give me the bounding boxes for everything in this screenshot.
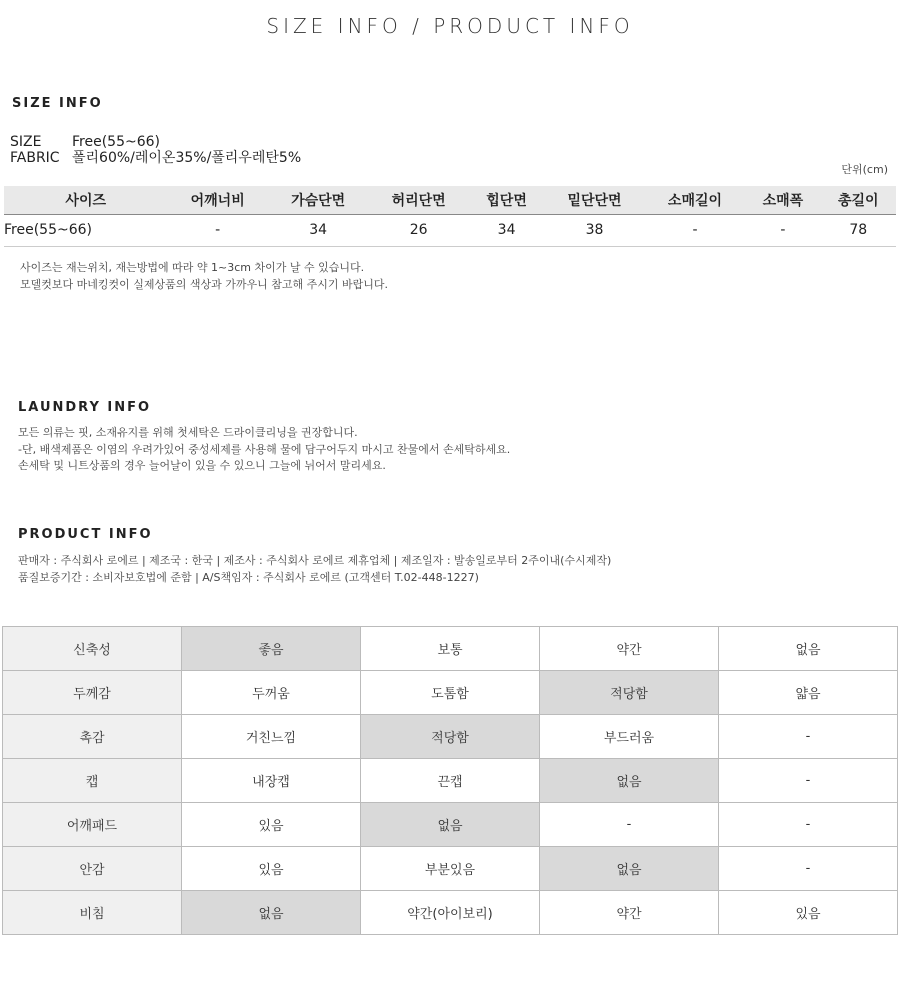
spec-option: -	[719, 803, 898, 847]
spec-option: 얇음	[719, 671, 898, 715]
product-note-line: 품질보증기간 : 소비자보호법에 준함 | A/S책임자 : 주식회사 로에르 (고객센터 T.02-448-1227)	[18, 570, 479, 584]
table-row	[3, 803, 898, 847]
size-table-header: 사이즈	[4, 186, 167, 214]
spec-label: 신축성	[3, 627, 182, 671]
spec-option: 보통	[361, 627, 540, 671]
size-table-header: 어깨너비	[167, 186, 267, 214]
laundry-note-line: 손세탁 및 니트상품의 경우 늘어날이 있을 수 있으니 그늘에 뉘어서 말리세요.	[18, 459, 386, 472]
size-table-cell: -	[167, 214, 267, 246]
size-table-cell: Free(55~66)	[4, 214, 167, 246]
fabric-spec-grid	[2, 626, 898, 935]
page-title: SIZE INFO / PRODUCT INFO	[266, 14, 634, 38]
spec-option: 있음	[719, 891, 898, 935]
size-table-cell: -	[645, 214, 745, 246]
size-table-header: 허리단면	[368, 186, 468, 214]
spec-option: -	[719, 759, 898, 803]
spec-option-selected: 없음	[361, 803, 540, 847]
spec-label: 비침	[3, 891, 182, 935]
table-row	[3, 671, 898, 715]
size-spec-row	[10, 134, 301, 150]
fabric-spec-row	[10, 150, 301, 166]
table-row	[3, 627, 898, 671]
product-note-line: 판매자 : 주식회사 로에르 | 제조국 : 한국 | 제조사 : 주식회사 로에르 제휴업체 | 제조일자 : 발송일로부터 2주이내(수시제작)	[18, 554, 612, 567]
fabric-value: 폴리60%/레이온35%/폴리우레탄5%	[72, 150, 302, 166]
spec-option: 없음	[719, 627, 898, 671]
table-row	[3, 759, 898, 803]
size-value: Free(55~66)	[72, 134, 160, 150]
spec-option: 내장캡	[182, 759, 361, 803]
spec-option-selected: 적당함	[361, 715, 540, 759]
laundry-note-line: 모든 의류는 핏, 소재유지를 위해 첫세탁은 드라이클리닝을 권장합니다.	[18, 426, 358, 439]
size-table-cell: 78	[821, 214, 896, 246]
spec-option: 거친느낌	[182, 715, 361, 759]
size-table-header: 힙단면	[469, 186, 544, 214]
spec-option: 끈캡	[361, 759, 540, 803]
size-table-header: 밑단단면	[544, 186, 644, 214]
table-row	[4, 214, 896, 246]
laundry-note-line: -단, 배색제품은 이염의 우려가있어 중성세제를 사용해 물에 담구어두지 마시고 찬물에서 손세탁하세요.	[18, 442, 511, 456]
spec-option: 부분있음	[361, 847, 540, 891]
size-table	[4, 186, 896, 247]
spec-option: -	[719, 847, 898, 891]
size-table-header-row	[4, 186, 896, 214]
table-row	[3, 891, 898, 935]
size-table-header: 소매폭	[745, 186, 820, 214]
size-info-heading: SIZE INFO	[12, 96, 103, 111]
spec-option-selected: 적당함	[540, 671, 719, 715]
spec-label: 캡	[3, 759, 182, 803]
spec-label: 두께감	[3, 671, 182, 715]
size-notes	[20, 260, 388, 293]
spec-option: 두꺼움	[182, 671, 361, 715]
laundry-notes	[18, 425, 510, 475]
spec-option-selected: 좋음	[182, 627, 361, 671]
size-table-header: 총길이	[821, 186, 896, 214]
table-row	[3, 715, 898, 759]
size-table-header: 소매길이	[645, 186, 745, 214]
size-note-line: 사이즈는 재는위치, 재는방법에 따라 약 1~3cm 차이가 날 수 있습니다.	[20, 261, 365, 274]
size-table-cell: 38	[544, 214, 644, 246]
size-table-header: 가슴단면	[268, 186, 368, 214]
fabric-key: FABRIC	[10, 150, 60, 166]
spec-option: 있음	[182, 803, 361, 847]
spec-label: 안감	[3, 847, 182, 891]
size-table-cell: 34	[469, 214, 544, 246]
spec-option: -	[540, 803, 719, 847]
spec-option: 약간	[540, 891, 719, 935]
size-table-cell: -	[745, 214, 820, 246]
size-table-cell: 26	[368, 214, 468, 246]
product-notes	[18, 553, 611, 586]
spec-option: 약간(아이보리)	[361, 891, 540, 935]
spec-label: 촉감	[3, 715, 182, 759]
spec-option-selected: 없음	[540, 759, 719, 803]
size-note-line: 모델컷보다 마네킹컷이 실제상품의 색상과 가까우니 참고해 주시기 바랍니다.	[20, 277, 389, 291]
spec-option: 있음	[182, 847, 361, 891]
unit-label: 단위(cm)	[841, 163, 888, 176]
spec-option-selected: 없음	[540, 847, 719, 891]
spec-option-selected: 없음	[182, 891, 361, 935]
table-row	[3, 847, 898, 891]
size-fabric-block	[10, 134, 301, 166]
size-key: SIZE	[10, 134, 42, 150]
product-info-heading: PRODUCT INFO	[18, 527, 153, 542]
size-table-cell: 34	[268, 214, 368, 246]
spec-option: 도톰함	[361, 671, 540, 715]
laundry-info-heading: LAUNDRY INFO	[18, 400, 152, 415]
spec-option: 약간	[540, 627, 719, 671]
spec-option: -	[719, 715, 898, 759]
spec-label: 어깨패드	[3, 803, 182, 847]
spec-option: 부드러움	[540, 715, 719, 759]
